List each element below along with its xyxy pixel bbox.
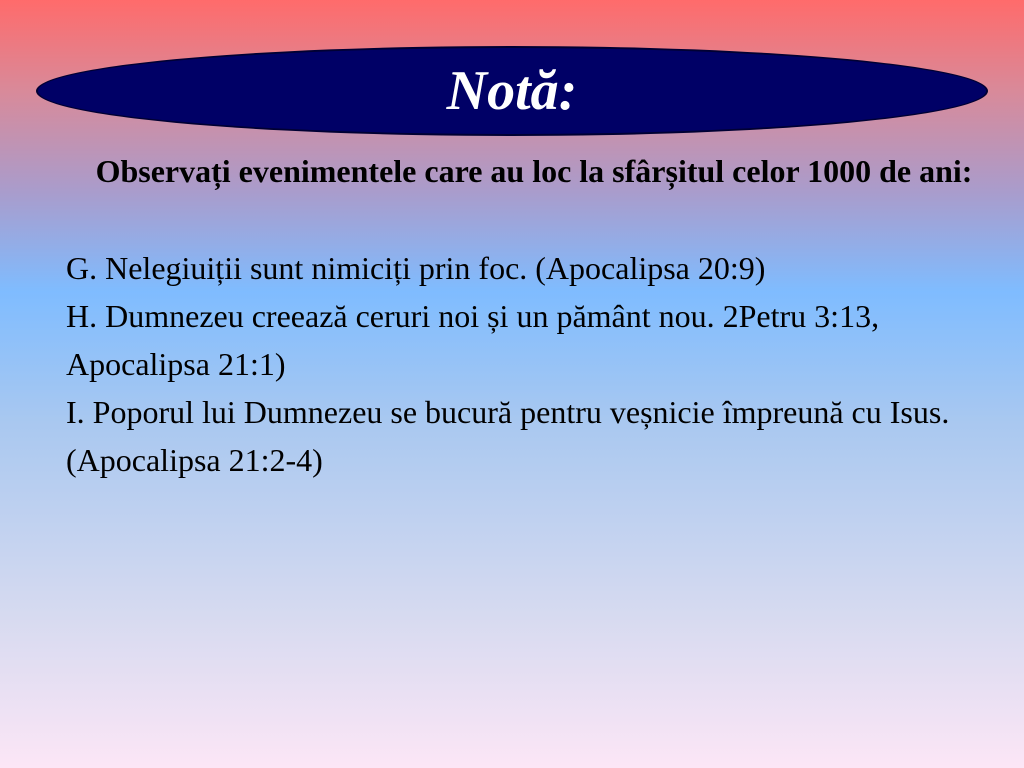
slide-heading: Observați evenimentele care au loc la sfârșitul celor 1000 de ani: — [95, 153, 973, 189]
slide-title: Notă: — [446, 60, 578, 122]
title-banner — [36, 46, 988, 136]
slide-body — [66, 244, 986, 484]
body-item-i: I. Poporul lui Dumnezeu se bucură pentru veșnicie împreună cu Isus. (Apocalipsa 21:2-4) — [66, 394, 950, 478]
body-item-h: H. Dumnezeu creează ceruri noi și un pământ nou. 2Petru 3:13, Apocalipsa 21:1) — [66, 298, 880, 382]
body-item-g: G. Nelegiuiții sunt nimiciți prin foc. (Apocalipsa 20:9) — [66, 250, 766, 286]
